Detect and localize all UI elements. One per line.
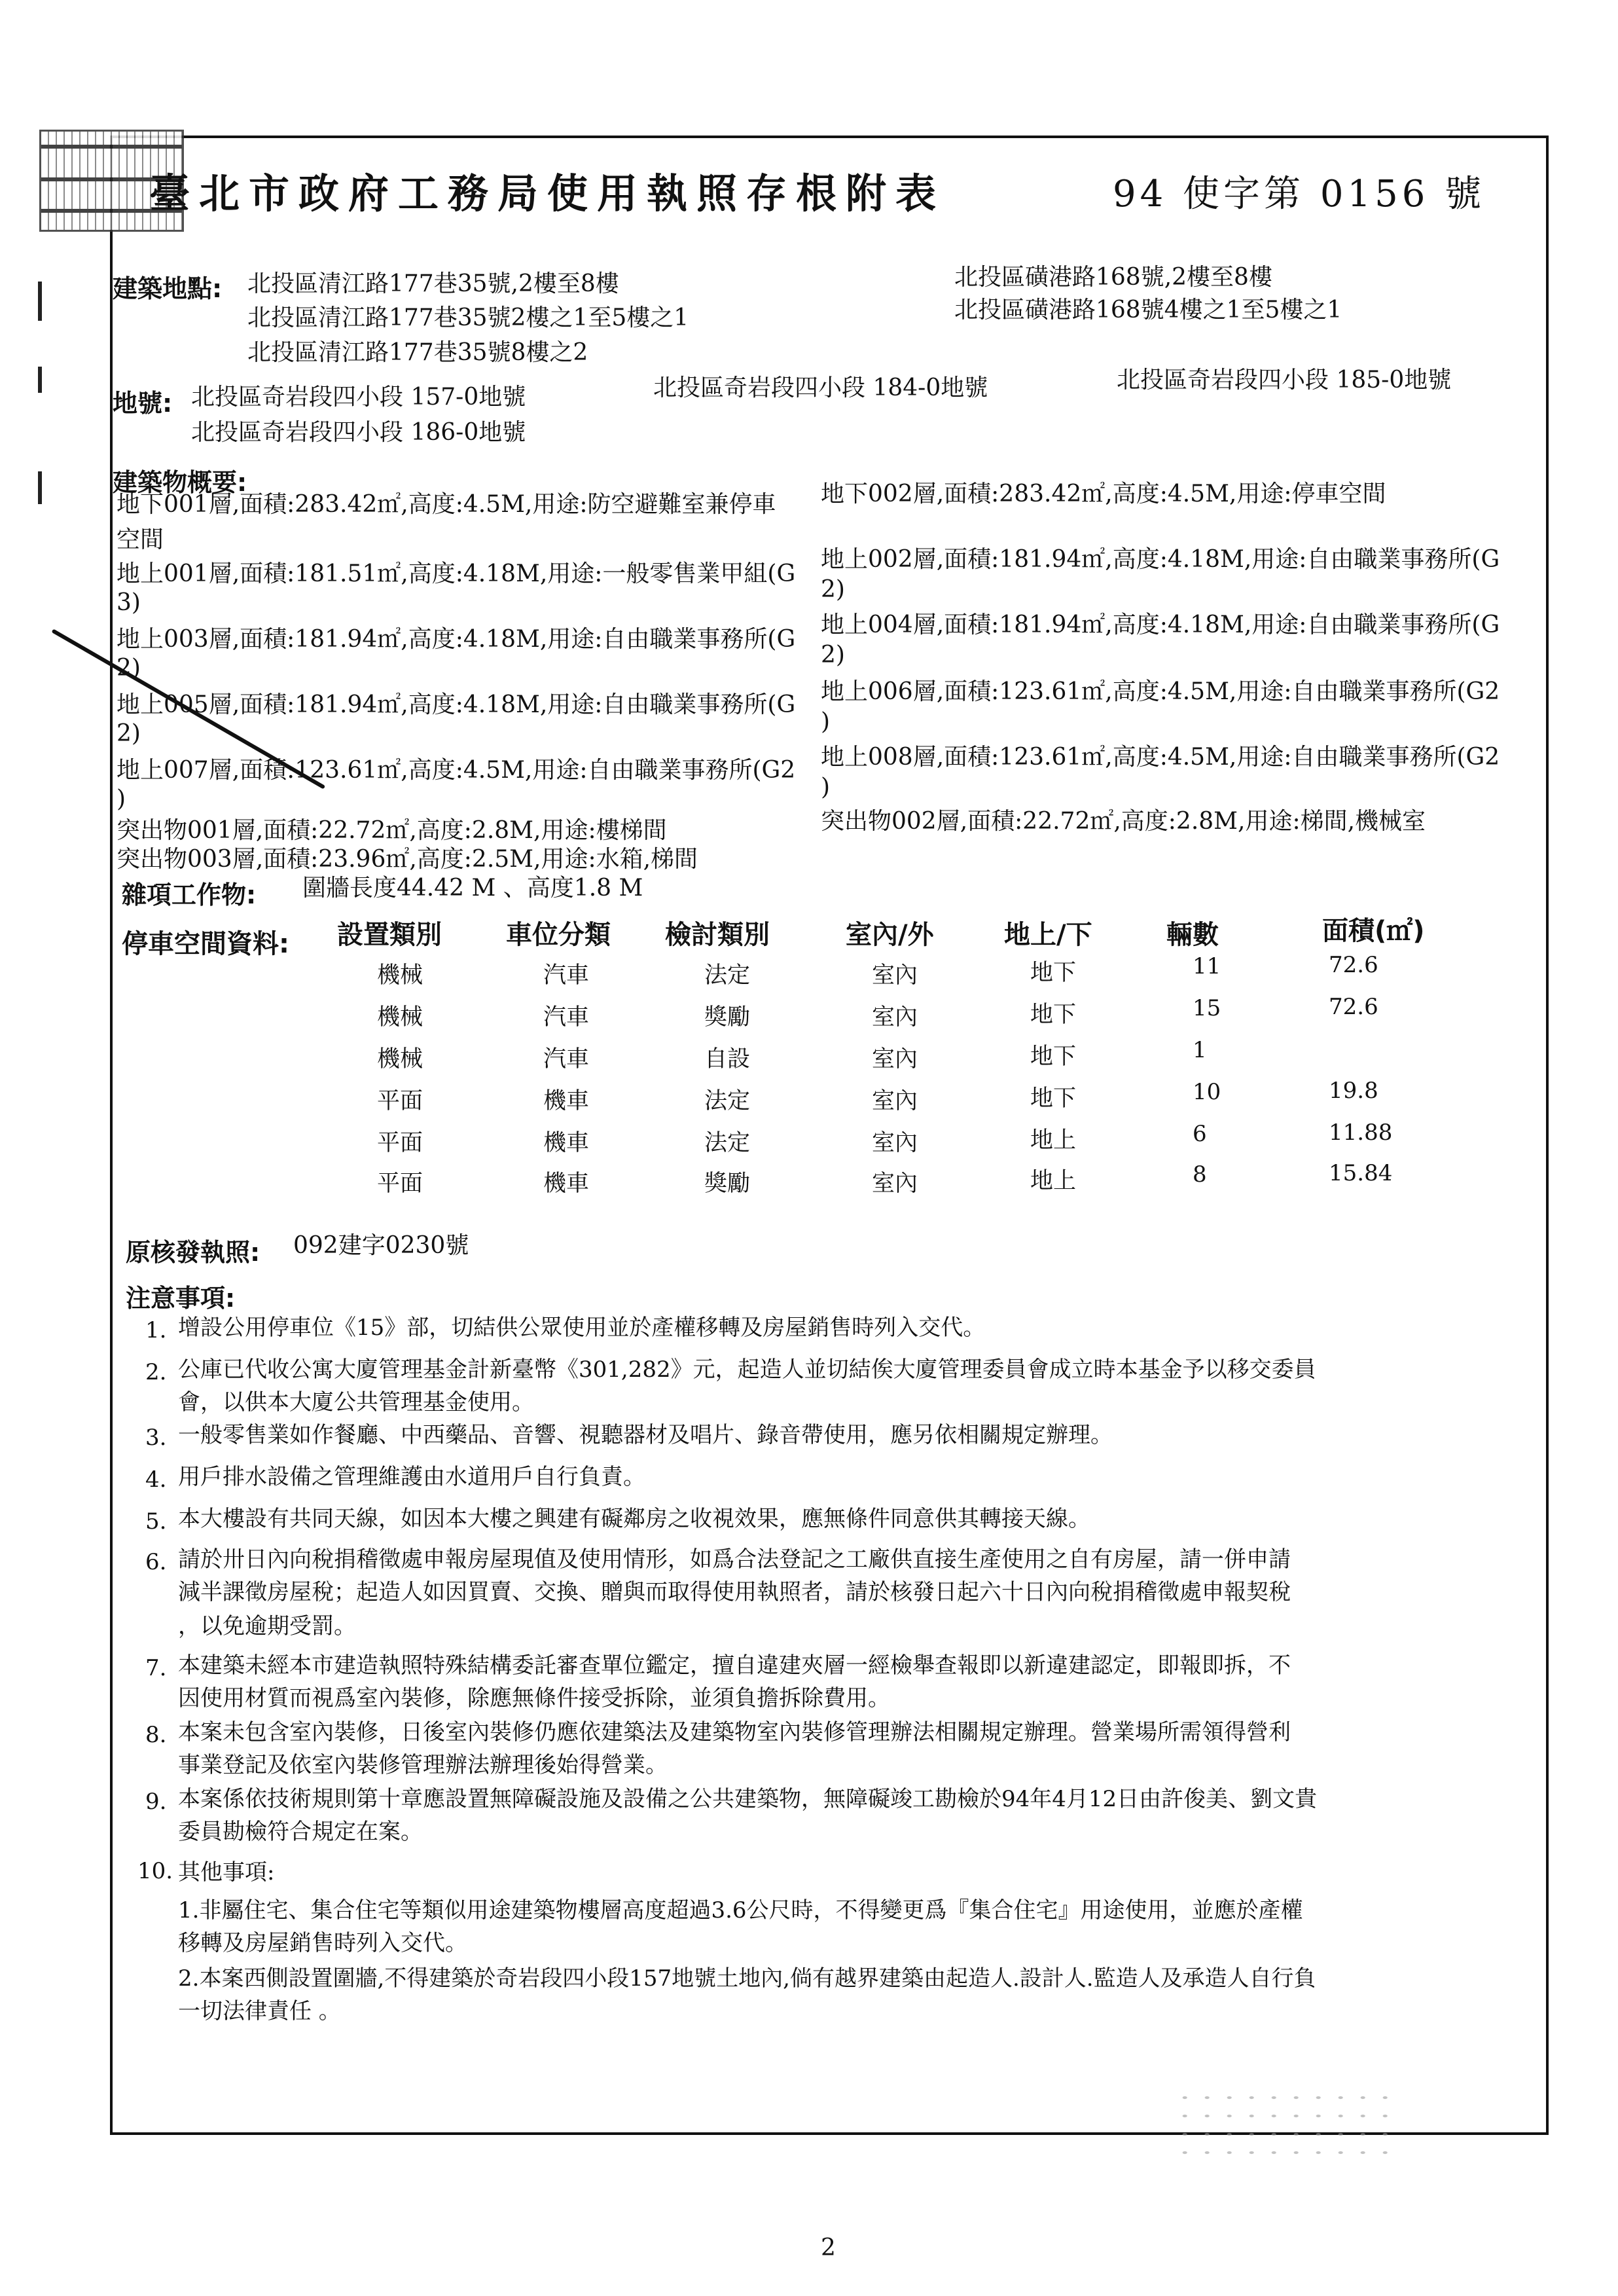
edge-mark bbox=[38, 367, 42, 393]
parking-cell: 室內 bbox=[872, 962, 918, 989]
note-line: 公庫已代收公寓大廈管理基金計新臺幣《301,282》元，起造人並切結俟大廈管理委員會成立時本基金予以移交委員 bbox=[178, 1357, 1316, 1383]
note-line: 本大樓設有共同天線，如因本大樓之興建有礙鄰房之收視效果，應無條件同意供其轉接天線。 bbox=[178, 1506, 1090, 1532]
parking-cell: 8 bbox=[1193, 1161, 1207, 1188]
original-permit-value: 092建字0230號 bbox=[293, 1232, 469, 1259]
note-number: 9. bbox=[145, 1789, 167, 1815]
parking-cell: 汽車 bbox=[543, 1046, 590, 1072]
other-line: 2.本案西側設置圍牆,不得建築於奇岩段四小段157地號土地內,倘有越界建築由起造人.設計人.監造人及承造人自行負 bbox=[178, 1965, 1316, 1992]
parking-cell: 機車 bbox=[543, 1171, 590, 1197]
site-left-line: 北投區清江路177巷35號2樓之1至5樓之1 bbox=[247, 304, 689, 331]
parking-header: 設置類別 bbox=[337, 920, 442, 950]
note-number: 8. bbox=[145, 1722, 167, 1748]
parking-header: 車位分類 bbox=[506, 920, 611, 950]
scan-smudge bbox=[1178, 2088, 1388, 2160]
parking-cell: 汽車 bbox=[543, 962, 590, 989]
floor-row-wrap: 2) bbox=[821, 576, 845, 603]
floor-row-left: 地上007層,面積:123.61㎡,高度:4.5M,用途:自由職業事務所(G2 bbox=[117, 757, 796, 784]
original-permit-label: 原核發執照: bbox=[126, 1238, 261, 1267]
permit-number: 94 使字第 0156 號 bbox=[1113, 173, 1486, 215]
note-number: 5. bbox=[145, 1508, 167, 1535]
protrusion-row: 突出物001層,面積:22.72㎡,高度:2.8M,用途:樓梯間 bbox=[117, 817, 667, 844]
lot-item: 北投區奇岩段四小段 157-0地號 bbox=[191, 384, 526, 410]
note-line: 本案未包含室內裝修，日後室內裝修仍應依建築法及建築物室內裝修管理辦法相關規定辦理。營業場所需領得營利 bbox=[178, 1719, 1291, 1745]
parking-header: 地上/下 bbox=[1004, 920, 1092, 950]
site-left-line: 北投區清江路177巷35號,2樓至8樓 bbox=[247, 270, 619, 297]
floor-row-wrap: 3) bbox=[117, 589, 141, 616]
floor-row-right: 地上006層,面積:123.61㎡,高度:4.5M,用途:自由職業事務所(G2 bbox=[821, 678, 1500, 705]
parking-cell: 15 bbox=[1193, 995, 1221, 1021]
floor-row-left: 地上005層,面積:181.94㎡,高度:4.18M,用途:自由職業事務所(G bbox=[117, 691, 796, 718]
parking-cell: 11 bbox=[1193, 953, 1221, 979]
note-line: 因使用材質而視爲室內裝修，除應無條件接受拆除，並須負擔拆除費用。 bbox=[178, 1685, 890, 1711]
parking-header: 輛數 bbox=[1166, 920, 1219, 950]
floor-row-wrap: ) bbox=[117, 786, 126, 812]
note-line: 請於卅日內向稅捐稽徵處申報房屋現值及使用情形，如爲合法登記之工廠供直接生產使用之自有房屋，請一併申請 bbox=[178, 1546, 1291, 1573]
edge-mark bbox=[38, 471, 42, 504]
floor-row-wrap: 空間 bbox=[117, 526, 164, 553]
parking-header: 面積(㎡) bbox=[1322, 916, 1425, 946]
misc-label: 雜項工作物: bbox=[122, 881, 257, 909]
other-line: 一切法律責任 。 bbox=[178, 1998, 341, 2024]
parking-cell: 15.84 bbox=[1329, 1160, 1393, 1186]
note-line: 減半課徵房屋稅；起造人如因買賣、交換、贈與而取得使用執照者，請於核發日起六十日內向稅捐稽徵處申報契稅 bbox=[178, 1579, 1291, 1605]
parking-cell: 室內 bbox=[872, 1171, 918, 1197]
parking-cell: 機車 bbox=[543, 1088, 590, 1114]
parking-cell: 平面 bbox=[377, 1171, 423, 1197]
parking-cell: 地下 bbox=[1030, 960, 1077, 986]
note-line: 增設公用停車位《15》部，切結供公眾使用並於產權移轉及房屋銷售時列入交代。 bbox=[178, 1315, 986, 1341]
floor-row-wrap: 2) bbox=[821, 642, 845, 668]
parking-cell: 72.6 bbox=[1329, 952, 1378, 978]
parking-cell: 機車 bbox=[543, 1130, 590, 1156]
parking-cell: 室內 bbox=[872, 1004, 918, 1030]
site-right-line: 北投區磺港路168號4樓之1至5樓之1 bbox=[954, 297, 1342, 323]
parking-cell: 平面 bbox=[377, 1088, 423, 1114]
note-number: 1. bbox=[145, 1317, 167, 1343]
note-line: 本建築未經本市建造執照特殊結構委託審查單位鑑定，擅自違建夾層一經檢舉查報即以新違建認定，即報即拆，不 bbox=[178, 1652, 1291, 1679]
note-line: 事業登記及依室內裝修管理辦法辦理後始得營業。 bbox=[178, 1752, 668, 1778]
site-right-line: 北投區磺港路168號,2樓至8樓 bbox=[954, 264, 1272, 291]
floor-row-left: 地下001層,面積:283.42㎡,高度:4.5M,用途:防空避難室兼停車 bbox=[117, 491, 776, 518]
floor-row-right: 地上002層,面積:181.94㎡,高度:4.18M,用途:自由職業事務所(G bbox=[821, 546, 1500, 573]
parking-cell: 汽車 bbox=[543, 1004, 590, 1030]
other-line: 移轉及房屋銷售時列入交代。 bbox=[178, 1930, 467, 1956]
page-title: 臺北市政府工務局使用執照存根附表 bbox=[149, 170, 946, 217]
parking-cell: 1 bbox=[1193, 1037, 1207, 1063]
note-line: 一般零售業如作餐廳、中西藥品、音響、視聽器材及唱片、錄音帶使用，應另依相關規定辦理。 bbox=[178, 1422, 1113, 1448]
parking-cell: 法定 bbox=[704, 962, 751, 989]
parking-cell: 平面 bbox=[377, 1130, 423, 1156]
lot-item: 北投區奇岩段四小段 186-0地號 bbox=[191, 419, 526, 446]
note-line: ，以免逾期受罰。 bbox=[178, 1613, 356, 1639]
parking-cell: 11.88 bbox=[1329, 1120, 1393, 1146]
parking-cell: 地下 bbox=[1030, 1002, 1077, 1028]
parking-cell: 機械 bbox=[377, 1004, 423, 1030]
lot-item: 北投區奇岩段四小段 184-0地號 bbox=[653, 374, 988, 401]
floor-row-left: 地上003層,面積:181.94㎡,高度:4.18M,用途:自由職業事務所(G bbox=[117, 626, 796, 653]
lot-label: 地號: bbox=[113, 389, 173, 418]
note-line: 用戶排水設備之管理維護由水道用戶自行負責。 bbox=[178, 1464, 645, 1490]
building-label: 建築物概要: bbox=[113, 468, 247, 497]
protrusion-row: 突出物002層,面積:22.72㎡,高度:2.8M,用途:梯間,機械室 bbox=[821, 808, 1426, 835]
parking-cell: 地下 bbox=[1030, 1044, 1077, 1070]
floor-row-wrap: 2) bbox=[117, 720, 141, 747]
parking-cell: 72.6 bbox=[1329, 994, 1378, 1020]
parking-cell: 10 bbox=[1193, 1079, 1221, 1105]
parking-cell: 機械 bbox=[377, 962, 423, 989]
parking-cell: 地上 bbox=[1030, 1168, 1077, 1194]
site-label: 建築地點: bbox=[113, 274, 223, 303]
parking-cell: 法定 bbox=[704, 1088, 751, 1114]
page-number: 2 bbox=[821, 2234, 836, 2261]
parking-cell: 室內 bbox=[872, 1130, 918, 1156]
misc-value: 圍牆長度44.42 M 、高度1.8 M bbox=[302, 875, 643, 902]
note-line: 會，以供本大廈公共管理基金使用。 bbox=[178, 1389, 534, 1415]
parking-header: 檢討類別 bbox=[665, 920, 770, 950]
parking-cell: 6 bbox=[1193, 1121, 1207, 1147]
note-number: 2. bbox=[145, 1359, 167, 1385]
parking-header: 室內/外 bbox=[846, 920, 934, 950]
parking-cell: 獎勵 bbox=[704, 1171, 751, 1197]
parking-cell: 獎勵 bbox=[704, 1004, 751, 1030]
parking-cell: 地上 bbox=[1030, 1127, 1077, 1154]
note-line: 其他事項: bbox=[178, 1859, 275, 1886]
floor-row-wrap: ) bbox=[821, 708, 831, 735]
note-number: 6. bbox=[145, 1549, 167, 1575]
note-number: 10. bbox=[137, 1858, 173, 1884]
parking-cell: 室內 bbox=[872, 1046, 918, 1072]
note-number: 7. bbox=[145, 1655, 167, 1681]
note-number: 3. bbox=[145, 1425, 167, 1451]
parking-cell: 地下 bbox=[1030, 1085, 1077, 1112]
parking-cell: 自設 bbox=[704, 1046, 751, 1072]
note-number: 4. bbox=[145, 1467, 167, 1493]
floor-row-left: 地上001層,面積:181.51㎡,高度:4.18M,用途:一般零售業甲組(G bbox=[117, 560, 796, 587]
floor-row-right: 地下002層,面積:283.42㎡,高度:4.5M,用途:停車空間 bbox=[821, 481, 1386, 507]
edge-mark bbox=[38, 282, 42, 321]
site-left-line: 北投區清江路177巷35號8樓之2 bbox=[247, 339, 588, 366]
note-line: 本案係依技術規則第十章應設置無障礙設施及設備之公共建築物，無障礙竣工勘檢於94年4月12日由許俊美、劉文貴 bbox=[178, 1786, 1318, 1812]
parking-cell: 法定 bbox=[704, 1130, 751, 1156]
notes-label: 注意事項: bbox=[126, 1284, 236, 1313]
floor-row-wrap: 2) bbox=[117, 655, 141, 682]
parking-label: 停車空間資料: bbox=[122, 929, 289, 959]
parking-cell: 19.8 bbox=[1329, 1078, 1378, 1104]
floor-row-right: 地上004層,面積:181.94㎡,高度:4.18M,用途:自由職業事務所(G bbox=[821, 611, 1500, 638]
note-line: 委員勘檢符合規定在案。 bbox=[178, 1819, 423, 1845]
protrusion-row: 突出物003層,面積:23.96㎡,高度:2.5M,用途:水箱,梯間 bbox=[117, 846, 698, 873]
lot-item: 北投區奇岩段四小段 185-0地號 bbox=[1117, 367, 1452, 393]
floor-row-wrap: ) bbox=[821, 774, 831, 801]
floor-row-right: 地上008層,面積:123.61㎡,高度:4.5M,用途:自由職業事務所(G2 bbox=[821, 744, 1500, 771]
parking-cell: 室內 bbox=[872, 1088, 918, 1114]
other-line: 1.非屬住宅、集合住宅等類似用途建築物樓層高度超過3.6公尺時，不得變更爲『集合住宅』用途使用，並應於產權 bbox=[178, 1897, 1303, 1923]
parking-cell: 機械 bbox=[377, 1046, 423, 1072]
